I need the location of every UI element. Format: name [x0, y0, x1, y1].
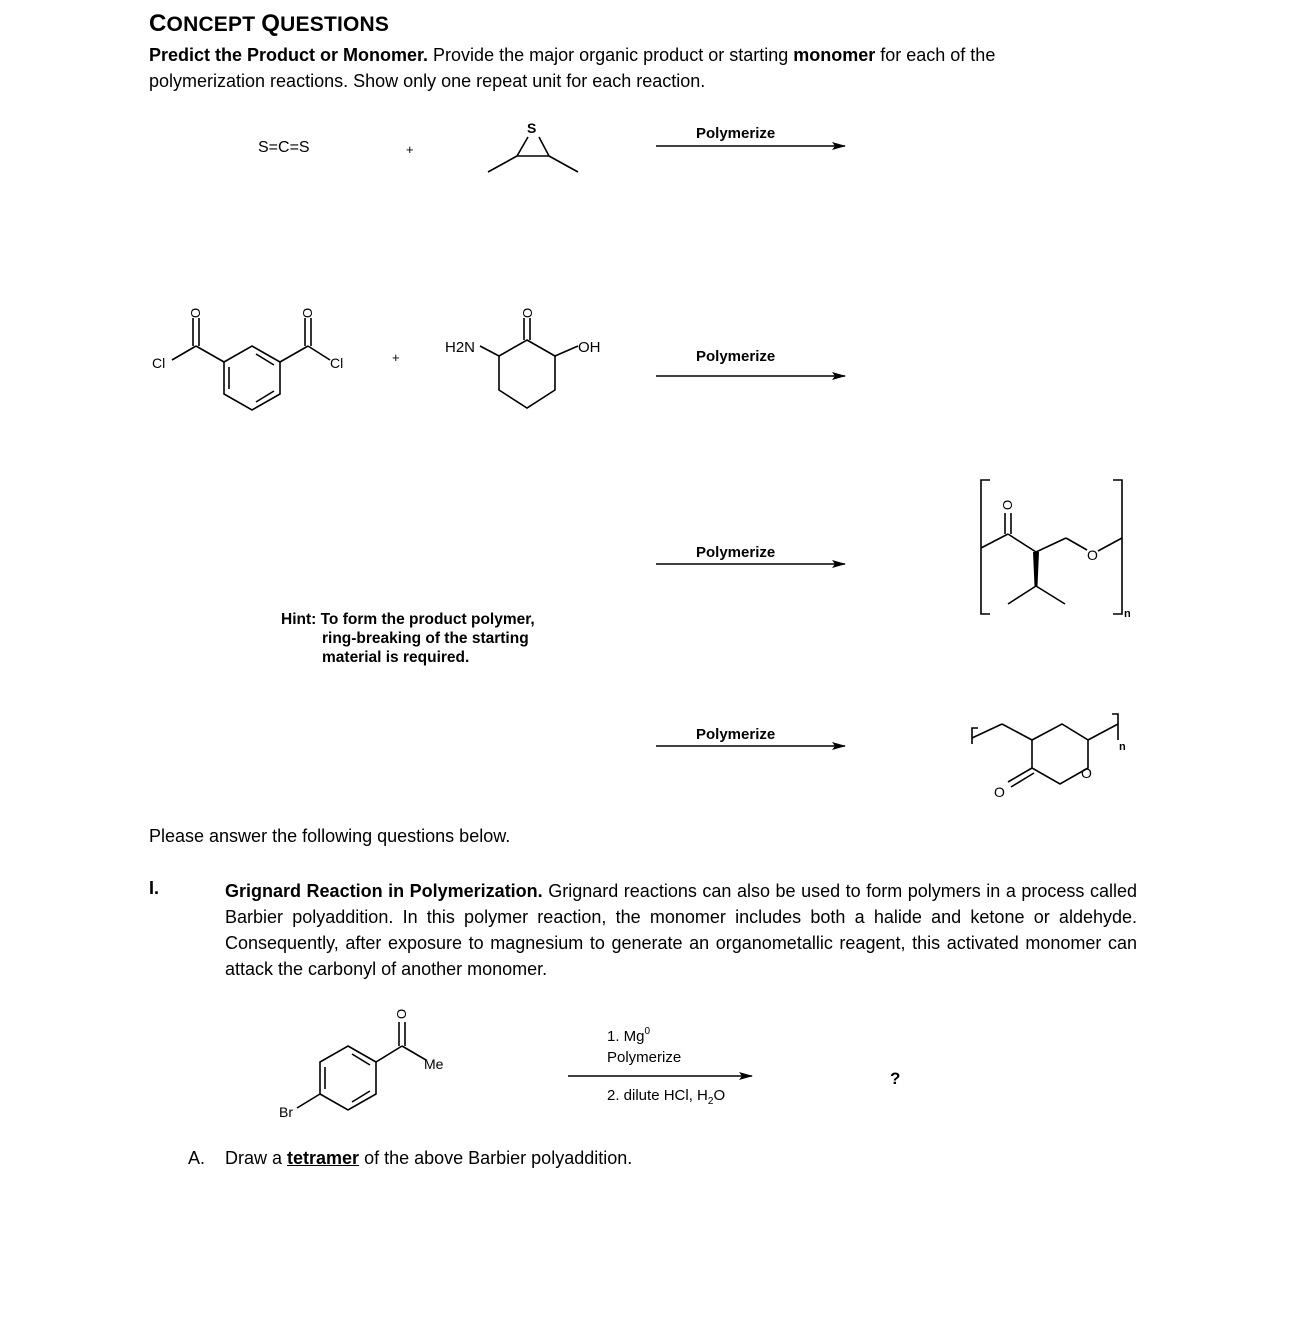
oxygen-label-4b: O — [994, 784, 1005, 800]
intro-paragraph: Predict the Product or Monomer. Provide the major organic product or starting monomer for each of the polymerization reactions. Show only one repeat unit for each reaction. — [149, 45, 996, 91]
oxygen-label-3b: O — [1087, 547, 1098, 563]
plus-sign-2: + — [392, 350, 400, 365]
chlorine-right: Cl — [330, 355, 344, 371]
question-1-text: Grignard Reaction in Polymerization. Grignard reactions can also be used to form polymers in a process called Barbier polyaddition. In this polymer reaction, the monomer includes both a halide and ketone or aldehyde. Consequently, after exposure to magnesium to generate an organometallic reagent, this activated monomer can attack the carbonyl of another monomer. — [225, 881, 1137, 979]
reagent-step-1b: Polymerize — [607, 1049, 682, 1066]
reagent-step-2: 2. dilute HCl, $H_2O$ — [607, 1087, 726, 1107]
arrow-label-2: Polymerize — [696, 348, 776, 365]
repeat-n-3: n — [1124, 608, 1131, 620]
amino-acid-structure — [480, 318, 578, 408]
hint-text: Hint: To form the product polymer, ring-breaking of the starting material is required. — [281, 611, 535, 666]
arrow-label-4: Polymerize — [696, 726, 776, 743]
oxygen-label-3a: O — [1000, 499, 1015, 510]
page-title: CONCEPT QUESTIONS — [149, 10, 390, 37]
wedge-bond-3 — [1033, 552, 1039, 586]
question-number: I. — [149, 878, 160, 898]
instructions-text: Please answer the following questions below. — [149, 826, 511, 846]
sulfur-label: S — [527, 120, 537, 136]
thiirane-structure — [488, 137, 578, 172]
hydroxyl-label: OH — [578, 339, 601, 356]
bromine-label: Br — [279, 1104, 293, 1120]
part-a-letter: A. — [188, 1148, 206, 1168]
bromoacetophenone-structure — [297, 1022, 426, 1110]
isophthaloyl-chloride-structure — [172, 318, 330, 410]
plus-sign-1: + — [406, 142, 414, 157]
repeat-n-4: n — [1119, 741, 1126, 753]
oxygen-label-4a: O — [1081, 765, 1092, 781]
oxygen-label-2c: O — [520, 307, 535, 318]
oxygen-label-2b: O — [300, 307, 315, 318]
carbon-disulfide: S=C=S — [258, 139, 310, 156]
arrow-label-1: Polymerize — [696, 125, 776, 142]
reagent-step-1: 1. Mg$^0$ — [607, 1026, 651, 1045]
part-a-text: Draw a tetramer of the above Barbier polyaddition. — [225, 1148, 633, 1168]
arrow-label-3: Polymerize — [696, 544, 776, 561]
chlorine-left: Cl — [152, 355, 166, 371]
unknown-product: ? — [890, 1069, 901, 1088]
oxygen-label-q1: O — [394, 1008, 409, 1019]
oxygen-label-2a: O — [188, 307, 203, 318]
polyester-product-4 — [972, 714, 1118, 787]
methyl-label: Me — [424, 1056, 444, 1072]
amine-label: H2N — [445, 339, 476, 356]
